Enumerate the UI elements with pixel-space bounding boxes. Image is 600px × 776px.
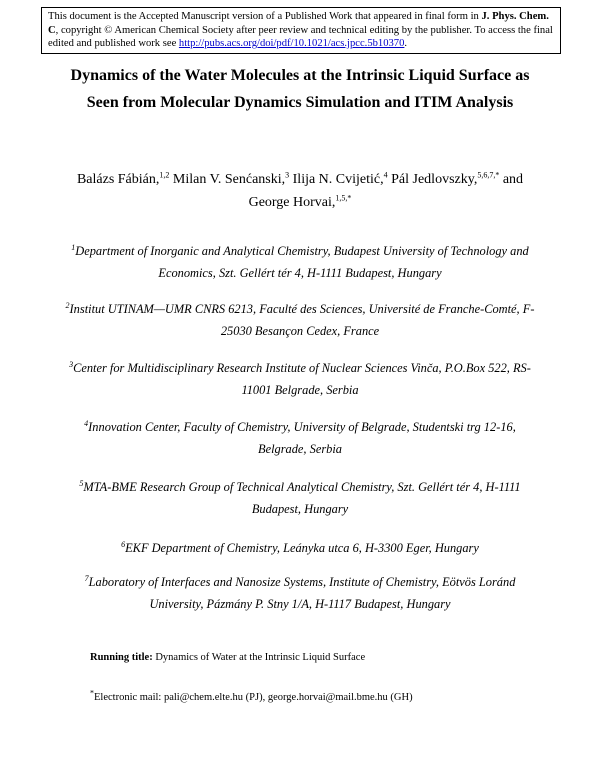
affiliation-number: 4 bbox=[84, 418, 89, 428]
affiliation-number: 5 bbox=[79, 478, 84, 488]
notice-text-before: This document is the Accepted Manuscript version of a Published Work that appeared in final form in bbox=[48, 11, 482, 22]
affiliation-number: 6 bbox=[121, 539, 126, 549]
notice-text-after: . bbox=[404, 38, 408, 49]
affiliation bbox=[60, 357, 540, 401]
notice-text-middle: , copyright © American Chemical Society after peer review and technical editing by the publisher. To access the final edited and published work see bbox=[48, 24, 553, 49]
paper-title: Dynamics of the Water Molecules at the Intrinsic Liquid Surface as Seen from Molecular Dynamics Simulation and ITIM Analysis bbox=[70, 67, 530, 111]
affiliation bbox=[60, 571, 540, 615]
affiliation-text: MTA-BME Research Group of Technical Analytical Chemistry, Szt. Gellért tér 4, H-1111 Budapest, Hungary bbox=[83, 480, 521, 516]
affiliation-text: EKF Department of Chemistry, Leányka utca 6, H-3300 Eger, Hungary bbox=[125, 541, 479, 555]
affiliation-number: 1 bbox=[71, 242, 76, 252]
author-name: Pál Jedlovszky, bbox=[387, 172, 478, 187]
affiliation bbox=[60, 240, 540, 284]
affiliation bbox=[60, 476, 540, 520]
corresponding-email bbox=[90, 688, 413, 703]
running-title-label: Running title: bbox=[90, 652, 153, 663]
affiliation-text: Laboratory of Interfaces and Nanosize Systems, Institute of Chemistry, Eötvös Loránd University, Pázmány P. Stny 1/A, H-1117 Budapest, Hungary bbox=[88, 575, 516, 611]
affiliation-number: 2 bbox=[65, 300, 70, 310]
notice-doi-link[interactable]: http://pubs.acs.org/doi/pdf/10.1021/acs.jpcc.5b10370 bbox=[178, 38, 405, 49]
affiliation-number: 7 bbox=[84, 573, 89, 583]
running-title-text: Dynamics of Water at the Intrinsic Liquid Surface bbox=[152, 652, 366, 663]
email-marker: * bbox=[90, 688, 94, 698]
affiliation bbox=[60, 537, 540, 559]
notice-journal: J. Phys. Chem. C bbox=[48, 11, 549, 36]
author-affiliation-marker: 5,6,7,* bbox=[477, 170, 500, 180]
author-name: Ilija N. Cvijetić, bbox=[289, 172, 384, 187]
author-name: Milan V. Senćanski, bbox=[169, 172, 286, 187]
running-title bbox=[90, 652, 365, 663]
author-affiliation-marker: 4 bbox=[383, 170, 388, 180]
author-affiliation-marker: 1,2 bbox=[159, 170, 170, 180]
author-name: and George Horvai, bbox=[248, 172, 524, 210]
affiliation-text: Department of Inorganic and Analytical Chemistry, Budapest University of Technology and Economics, Szt. Gellért tér 4, H-1111 Budapest, Hungary bbox=[75, 244, 529, 280]
affiliation-text: Institut UTINAM—UMR CNRS 6213, Faculté des Sciences, Université de Franche-Comté, F-25030 Besançon Cedex, France bbox=[69, 302, 535, 338]
author-list bbox=[70, 168, 530, 214]
affiliation-text: Innovation Center, Faculty of Chemistry, University of Belgrade, Studentski trg 12-16, Belgrade, Serbia bbox=[88, 420, 516, 456]
author-name: Balázs Fábián, bbox=[76, 172, 160, 187]
affiliation bbox=[60, 298, 540, 342]
affiliation-number: 3 bbox=[69, 359, 74, 369]
affiliation bbox=[60, 416, 540, 460]
affiliation-text: Center for Multidisciplinary Research Institute of Nuclear Sciences Vinča, P.O.Box 522, RS-11001 Belgrade, Serbia bbox=[73, 361, 531, 397]
copyright-notice-box bbox=[41, 7, 561, 54]
author-affiliation-marker: 3 bbox=[285, 170, 290, 180]
author-affiliation-marker: 1,5,* bbox=[335, 193, 352, 203]
email-text: Electronic mail: pali@chem.elte.hu (PJ), george.horvai@mail.bme.hu (GH) bbox=[94, 692, 413, 703]
